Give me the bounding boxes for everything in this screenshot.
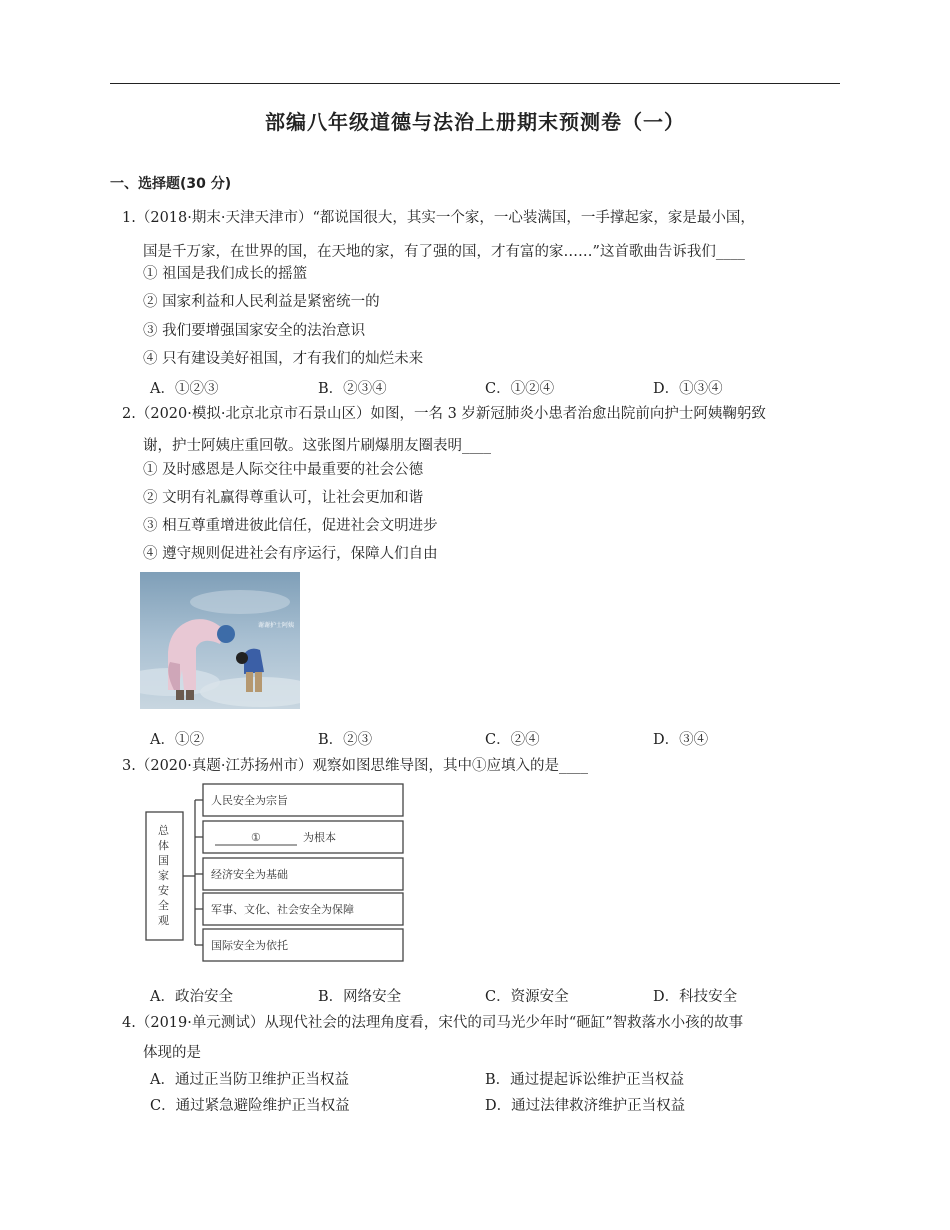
statement: ③ 相互尊重增进彼此信任，促进社会文明进步 (143, 518, 438, 534)
branch-1: 人民安全为宗旨 (211, 794, 288, 807)
statement: ③ 我们要增强国家安全的法治意识 (143, 323, 366, 339)
option-d[interactable]: D．科技安全 (653, 989, 738, 1005)
question-2 (122, 404, 766, 424)
nurse-child-bow-image (140, 572, 300, 709)
question-4 (122, 1013, 743, 1033)
option-c[interactable]: C．②④ (485, 732, 540, 748)
statement: ① 祖国是我们成长的摇篮 (143, 266, 308, 282)
option-b[interactable]: B．②③ (318, 732, 373, 748)
question-3 (122, 756, 588, 776)
section-heading: 一、选择题(30 分) (110, 176, 232, 192)
statement: ① 及时感恩是人际交往中最重要的社会公德 (143, 462, 424, 478)
option-d[interactable]: D．③④ (653, 732, 709, 748)
branch-4: 军事、文化、社会安全为保障 (211, 903, 354, 916)
page-title: 部编八年级道德与法治上册期末预测卷（一） (265, 110, 685, 134)
top-rule (110, 83, 840, 84)
question-number: 3. (122, 758, 136, 774)
option-a[interactable]: A．①②③ (150, 381, 219, 397)
statement: ④ 遵守规则促进社会有序运行，保障人们自由 (143, 546, 438, 562)
option-b[interactable]: B．②③④ (318, 381, 387, 397)
option-b[interactable]: B．通过提起诉讼维护正当权益 (485, 1072, 685, 1088)
question-number: 2. (122, 406, 136, 422)
option-d[interactable]: D．①③④ (653, 381, 723, 397)
option-a[interactable]: A．①② (150, 732, 204, 748)
statement: ② 文明有礼赢得尊重认可，让社会更加和谐 (143, 490, 424, 506)
question-1 (122, 208, 755, 228)
question-text: （2020·模拟·北京北京市石景山区）如图，一名 3 岁新冠肺炎小患者治愈出院前向护士阿姨鞠躬致 (135, 406, 766, 422)
statement: ② 国家利益和人民利益是紧密统一的 (143, 294, 380, 310)
question-text: （2020·真题·江苏扬州市）观察如图思维导图，其中①应填入的是____ (135, 758, 588, 774)
option-d[interactable]: D．通过法律救济维护正当权益 (485, 1098, 686, 1114)
question-text-cont: 国是千万家，在世界的国，在天地的家，有了强的国，才有富的家……”这首歌曲告诉我们____ (143, 244, 745, 260)
option-c[interactable]: C．资源安全 (485, 989, 569, 1005)
mindmap-root: 总体国 家安全观 (158, 824, 169, 927)
option-b[interactable]: B．网络安全 (318, 989, 402, 1005)
statement: ④ 只有建设美好祖国，才有我们的灿烂未来 (143, 351, 424, 367)
branch-5: 国际安全为依托 (211, 939, 288, 952)
option-c[interactable]: C．通过紧急避险维护正当权益 (150, 1098, 350, 1114)
question-number: 4. (122, 1015, 136, 1031)
option-a[interactable]: A．政治安全 (150, 989, 233, 1005)
mind-map-diagram (143, 780, 408, 970)
question-text: （2018·期末·天津天津市）“都说国很大，其实一个家，一心装满国，一手撑起家，家是最小国， (135, 210, 755, 226)
question-text-cont: 谢，护士阿姨庄重回敬。这张图片刷爆朋友圈表明____ (143, 438, 491, 454)
branch-3: 经济安全为基础 (211, 868, 288, 881)
branch-2: 为根本 (303, 831, 336, 844)
question-number: 1. (122, 210, 136, 226)
question-text-cont: 体现的是 (143, 1045, 201, 1061)
branch-2-blank: ① (251, 831, 261, 844)
question-text: （2019·单元测试）从现代社会的法理角度看，宋代的司马光少年时“砸缸”智救落水小孩的故事 (135, 1015, 744, 1031)
option-a[interactable]: A．通过正当防卫维护正当权益 (150, 1072, 349, 1088)
option-c[interactable]: C．①②④ (485, 381, 555, 397)
image-caption: 谢谢护士阿姨 (258, 622, 295, 629)
